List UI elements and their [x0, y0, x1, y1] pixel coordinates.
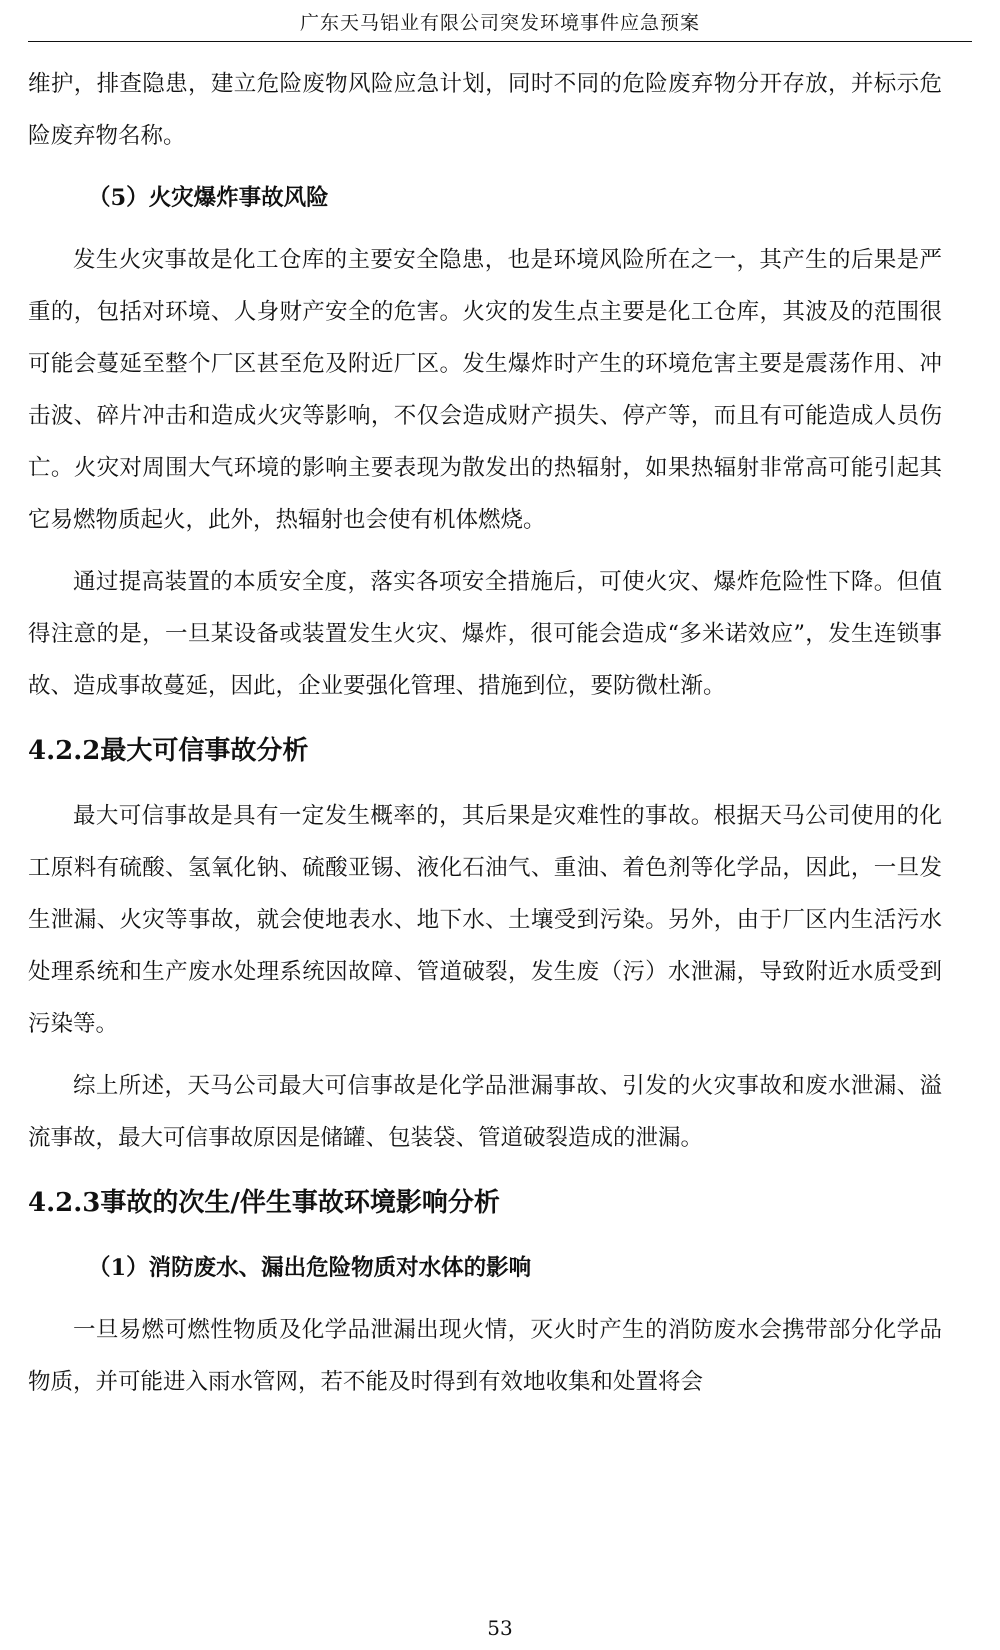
section-heading-4-2-3: 4.2.3事故的次生/伴生事故环境影响分析 — [28, 1188, 500, 1218]
paragraph-continued: 维护，排查隐患，建立危险废物风险应急计划，同时不同的危险废弃物分开存放，并标示危险废弃物名称。 — [28, 71, 942, 149]
paragraph-max-credible-accident: 最大可信事故是具有一定发生概率的，其后果是灾难性的事故。根据天马公司使用的化工原料有硫酸、氢氧化钠、硫酸亚锡、液化石油气、重油、着色剂等化学品，因此，一旦发生泄漏、火灾等事故，就会使地表水、地下水、土壤受到污染。另外，由于厂区内生活污水处理系统和生产废水处理系统因故障、管道破裂，发生废（污）水泄漏，导致附近水质受到污染等。 — [28, 803, 942, 1037]
paragraph-fire-risk: 发生火灾事故是化工仓库的主要安全隐患，也是环境风险所在之一，其产生的后果是严重的，包括对环境、人身财产安全的危害。火灾的发生点主要是化工仓库，其波及的范围很可能会蔓延至整个厂区甚至危及附近厂区。发生爆炸时产生的环境危害主要是震荡作用、冲击波、碎片冲击和造成火灾等影响，不仅会造成财产损失、停产等，而且有可能造成人员伤亡。火灾对周围大气环境的影响主要表现为散发出的热辐射，如果热辐射非常高可能引起其它易燃物质起火，此外，热辐射也会使有机体燃烧。 — [28, 247, 942, 533]
page-body — [28, 58, 942, 1408]
paragraph-safety-measures: 通过提高装置的本质安全度，落实各项安全措施后，可使火灾、爆炸危险性下降。但值得注意的是，一旦某设备或装置发生火灾、爆炸，很可能会造成“多米诺效应”，发生连锁事故、造成事故蔓延，因此，企业要强化管理、措施到位，要防微杜渐。 — [28, 569, 942, 699]
paragraph-fire-water: 一旦易燃可燃性物质及化学品泄漏出现火情，灭火时产生的消防废水会携带部分化学品物质，并可能进入雨水管网，若不能及时得到有效地收集和处置将会 — [28, 1317, 942, 1395]
subheading-fire-explosion-risk: （5）火灾爆炸事故风险 — [88, 185, 329, 211]
section-heading-4-2-2: 4.2.2最大可信事故分析 — [28, 736, 309, 766]
page-header: 广东天马铝业有限公司突发环境事件应急预案 — [28, 8, 972, 42]
paragraph-summary: 综上所述，天马公司最大可信事故是化学品泄漏事故、引发的火灾事故和废水泄漏、溢流事故，最大可信事故原因是储罐、包装袋、管道破裂造成的泄漏。 — [28, 1073, 942, 1151]
subheading-fire-water-impact: （1）消防废水、漏出危险物质对水体的影响 — [88, 1255, 532, 1281]
page-number: 53 — [487, 1616, 513, 1640]
